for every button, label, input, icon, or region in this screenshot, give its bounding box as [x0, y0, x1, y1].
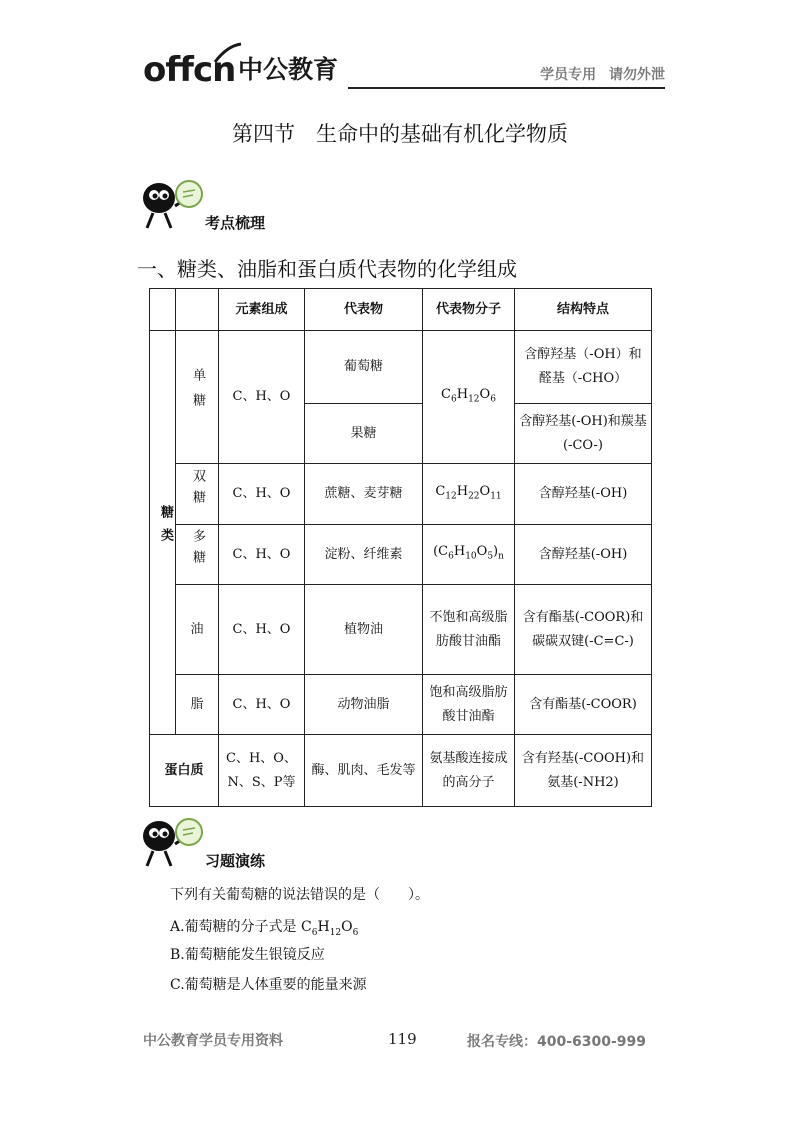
- page-header: [143, 42, 665, 90]
- section-heading: 一、糖类、油脂和蛋白质代表物的化学组成: [137, 257, 517, 281]
- di-feature: 含醇羟基(-OH): [515, 464, 652, 525]
- option-a: A.葡萄糖的分子式是 $C_6H_{12}O_6$: [170, 919, 359, 938]
- fat-molecule: 饱和高级脂肪酸甘油酯: [423, 675, 515, 735]
- fructose: 果糖: [305, 404, 423, 464]
- poly-elements: C、H、O: [219, 525, 305, 585]
- mono-elements: C、H、O: [219, 331, 305, 464]
- mascot-icon: [137, 178, 209, 232]
- table-row: [150, 585, 652, 675]
- oil-label: 油: [176, 585, 219, 675]
- group-sugar: 糖类: [150, 331, 176, 735]
- protein-elements: C、H、O、N、S、P等: [219, 735, 305, 807]
- table-header-row: [150, 289, 652, 331]
- footer-hotline: 报名专线：400-6300-999: [467, 1034, 647, 1050]
- poly-label: 多糖: [176, 525, 219, 585]
- poly-formula: $(C_6H_{10}O_5)_n$: [423, 525, 515, 585]
- table-row: [150, 735, 652, 807]
- mascot-icon: [137, 816, 209, 870]
- section-label-exercise: 习题演练: [205, 852, 266, 870]
- question-stem: 下列有关葡萄糖的说法错误的是（ ）。: [170, 887, 429, 903]
- poly-rep: 淀粉、纤维素: [305, 525, 423, 585]
- group-protein: 蛋白质: [150, 735, 219, 807]
- table-row: [150, 331, 652, 404]
- fat-label: 脂: [176, 675, 219, 735]
- page-number: 119: [388, 1030, 417, 1048]
- header-elements: 元素组成: [219, 289, 305, 331]
- logo-chinese: 中公教育: [238, 55, 339, 84]
- protein-molecule: 氨基酸连接成的高分子: [423, 735, 515, 807]
- mono-label: 单糖: [176, 331, 219, 464]
- di-rep: 蔗糖、麦芽糖: [305, 464, 423, 525]
- option-c: C.葡萄糖是人体重要的能量来源: [170, 977, 367, 993]
- mono-formula: $C_6H_{12}O_6$: [423, 331, 515, 464]
- protein-feature: 含有羟基(-COOH)和氨基(-NH2): [515, 735, 652, 807]
- header-rule: [348, 87, 665, 89]
- logo-offcn: offcn: [143, 50, 236, 90]
- footer-left: 中公教育学员专用资料: [143, 1033, 283, 1049]
- option-b: B.葡萄糖能发生银镜反应: [170, 947, 325, 963]
- di-formula: $C_{12}H_{22}O_{11}$: [423, 464, 515, 525]
- fructose-feature: 含醇羟基(-OH)和羰基(-CO-): [515, 404, 652, 464]
- poly-feature: 含醇羟基(-OH): [515, 525, 652, 585]
- glucose-feature: 含醇羟基（-OH）和醛基（-CHO）: [515, 331, 652, 404]
- fat-feature: 含有酯基(-COOR): [515, 675, 652, 735]
- fat-elements: C、H、O: [219, 675, 305, 735]
- fat-rep: 动物油脂: [305, 675, 423, 735]
- table-row: [150, 675, 652, 735]
- composition-table: [149, 288, 652, 807]
- section-label-review: 考点梳理: [205, 214, 266, 232]
- glucose: 葡萄糖: [305, 331, 423, 404]
- header-feature: 结构特点: [515, 289, 652, 331]
- oil-rep: 植物油: [305, 585, 423, 675]
- header-notice: 学员专用 请勿外泄: [540, 67, 665, 83]
- table-row: [150, 464, 652, 525]
- page-title: 第四节 生命中的基础有机化学物质: [232, 122, 568, 146]
- di-label: 双糖: [176, 464, 219, 525]
- oil-molecule: 不饱和高级脂肪酸甘油酯: [423, 585, 515, 675]
- header-molecule: 代表物分子: [423, 289, 515, 331]
- protein-rep: 酶、肌肉、毛发等: [305, 735, 423, 807]
- oil-feature: 含有酯基(-COOR)和碳碳双键(-C=C-): [515, 585, 652, 675]
- di-elements: C、H、O: [219, 464, 305, 525]
- oil-elements: C、H、O: [219, 585, 305, 675]
- table-row: [150, 525, 652, 585]
- header-representative: 代表物: [305, 289, 423, 331]
